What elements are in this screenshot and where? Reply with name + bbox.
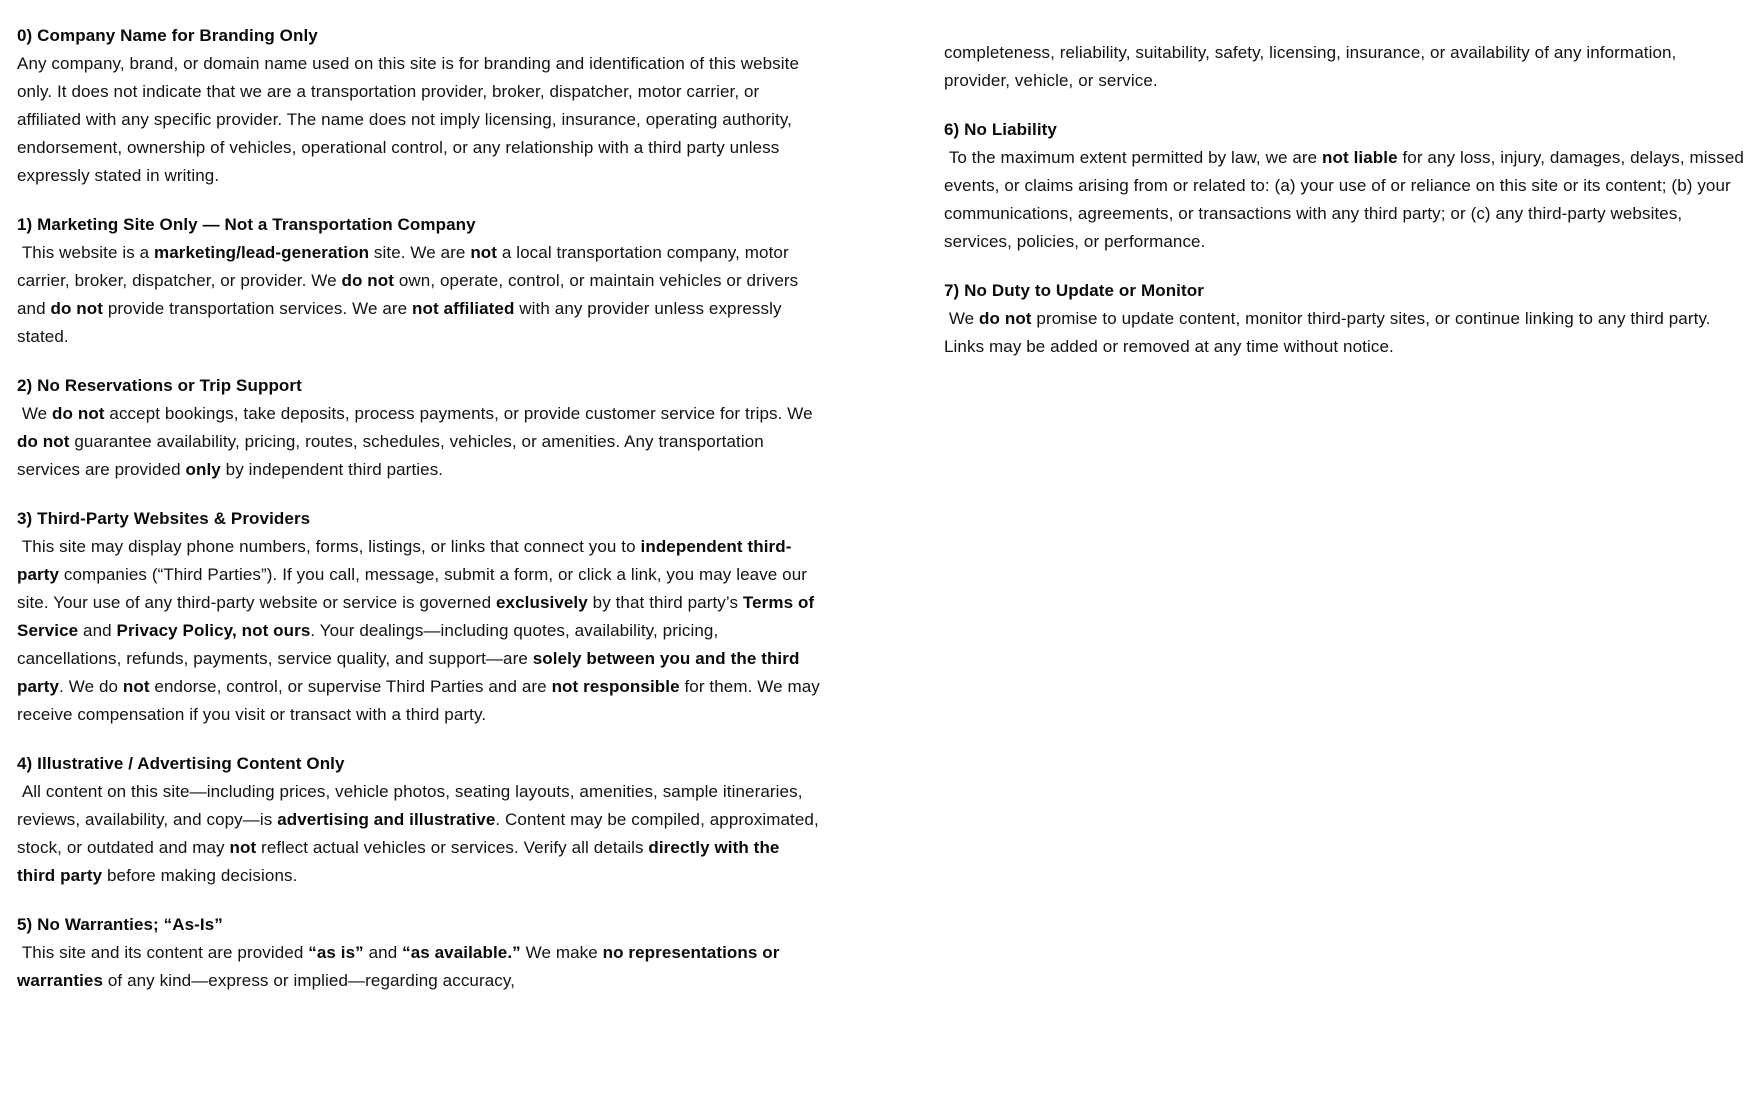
- section-body-illustrative: All content on this site—including prices, vehicle photos, seating layouts, amenities, sample itineraries, reviews, availability, and copy—is advertising and illustrative. Content may be compiled, approximated, stock, or outdated and may not reflect actual vehicles or services. Verify all details directly with the third party before making decisions.: [17, 782, 819, 885]
- section-no-reservations: [17, 372, 820, 484]
- section-body-marketing-site: This website is a marketing/lead-generation site. We are not a local transportation company, motor carrier, broker, dispatcher, or provider. We do not own, operate, control, or maintain vehicles or drivers and do not provide transportation services. We are not affiliated with any provider unless expressly stated.: [17, 243, 799, 346]
- section-third-party-websites: [17, 505, 820, 729]
- section-body-no-reservations: We do not accept bookings, take deposits, process payments, or provide customer service for trips. We do not guarantee availability, pricing, routes, schedules, vehicles, or amenities. Any transportation services are provided only by independent third parties.: [17, 404, 813, 479]
- section-heading-third-party: 3) Third-Party Websites & Providers: [17, 509, 311, 528]
- section-no-warranties-continuation: completeness, reliability, suitability, safety, licensing, insurance, or availability of any information, provider, vehicle, or service.: [944, 43, 1677, 90]
- section-no-warranties: [17, 911, 820, 995]
- section-no-duty-update: [944, 277, 1744, 361]
- right-column: [944, 0, 1744, 361]
- section-heading-company-name: 0) Company Name for Branding Only: [17, 26, 318, 45]
- section-body-no-liability: To the maximum extent permitted by law, we are not liable for any loss, injury, damages, delays, missed events, or claims arising from or related to: (a) your use of or reliance on this site or its content; (b) your communications, agreements, or transactions with any third party; or (c) any third-party websites, services, policies, or performance.: [944, 148, 1744, 251]
- section-body-no-warranties: This site and its content are provided “as is” and “as available.” We make no representations or warranties of any kind—express or implied—regarding accuracy,: [17, 943, 780, 990]
- section-heading-no-reservations: 2) No Reservations or Trip Support: [17, 376, 302, 395]
- section-body-company-name: Any company, brand, or domain name used on this site is for branding and identification of this website only. It does not indicate that we are a transportation provider, broker, dispatcher, motor carrier, or affiliated with any specific provider. The name does not imply licensing, insurance, operating authority, endorsement, ownership of vehicles, operational control, or any relationship with a third party unless expressly stated in writing.: [17, 54, 800, 185]
- section-no-liability: [944, 116, 1744, 256]
- section-illustrative-content: [17, 750, 820, 890]
- section-heading-no-duty: 7) No Duty to Update or Monitor: [944, 281, 1204, 300]
- left-column: [17, 0, 820, 995]
- section-company-name-branding: [17, 22, 820, 190]
- section-heading-marketing-site: 1) Marketing Site Only — Not a Transportation Company: [17, 215, 476, 234]
- section-heading-no-liability: 6) No Liability: [944, 120, 1057, 139]
- section-body-third-party: This site may display phone numbers, forms, listings, or links that connect you to independent third-party companies (“Third Parties”). If you call, message, submit a form, or click a link, you may leave our site. Your use of any third-party website or service is governed exclusively by that third party’s Terms of Service and Privacy Policy, not ours. Your dealings—including quotes, availability, pricing, cancellations, refunds, payments, service quality, and support—are solely between you and the third party. We do not endorse, control, or supervise Third Parties and are not responsible for them. We may receive compensation if you visit or transact with a third party.: [17, 537, 820, 724]
- section-marketing-site-only: [17, 211, 820, 351]
- section-heading-no-warranties: 5) No Warranties; “As-Is”: [17, 915, 223, 934]
- section-heading-illustrative: 4) Illustrative / Advertising Content Only: [17, 754, 345, 773]
- section-body-no-duty: We do not promise to update content, monitor third-party sites, or continue linking to any third party. Links may be added or removed at any time without notice.: [944, 309, 1711, 356]
